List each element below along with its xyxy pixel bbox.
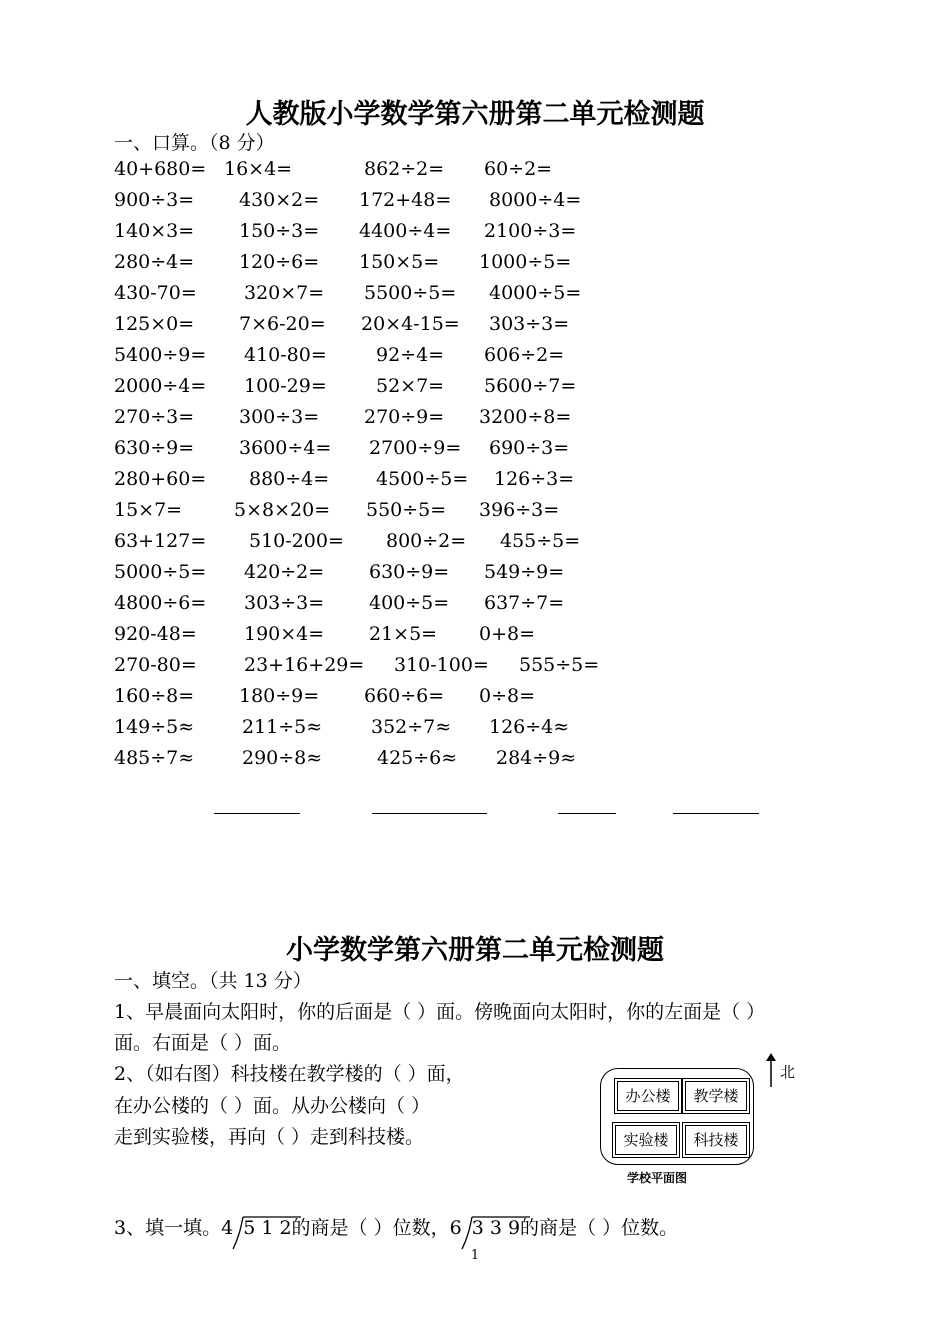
math-problem: 430-70= xyxy=(114,282,197,304)
math-problem: 420÷2= xyxy=(244,561,325,583)
division-bracket-icon xyxy=(460,1213,532,1251)
math-problem: 352÷7≈ xyxy=(371,716,452,738)
math-problem: 290÷8≈ xyxy=(242,747,323,769)
math-problem: 7×6-20= xyxy=(239,313,326,335)
math-problem: 270÷9= xyxy=(364,406,445,428)
math-problem: 410-80= xyxy=(244,344,327,366)
math-problem: 160÷8= xyxy=(114,685,195,707)
long-division-2 xyxy=(450,1217,520,1239)
question1-line1: 1、早晨面向太阳时，你的后面是（ ）面。傍晚面向太阳时，你的左面是（ ） xyxy=(114,1001,766,1023)
math-problem: 396÷3= xyxy=(479,499,560,521)
math-problem: 20×4-15= xyxy=(361,313,460,335)
math-problem: 0+8= xyxy=(479,623,536,645)
math-problem: 630÷9= xyxy=(369,561,450,583)
question2-line2: 在办公楼的（ ）面。从办公楼向（ ） xyxy=(114,1095,431,1117)
math-problem: 690÷3= xyxy=(489,437,570,459)
math-problem: 5500÷5= xyxy=(364,282,457,304)
math-problem: 606÷2= xyxy=(484,344,565,366)
math-problem: 303÷3= xyxy=(244,592,325,614)
math-problem: 15×7= xyxy=(114,499,183,521)
long-division-1 xyxy=(221,1217,291,1239)
math-problem: 5×8×20= xyxy=(234,499,331,521)
division-bracket-icon xyxy=(231,1213,303,1251)
math-problem: 172+48= xyxy=(359,189,452,211)
division2-divisor: 6 xyxy=(449,1217,462,1239)
math-problem: 320×7= xyxy=(244,282,325,304)
math-problem: 425÷6≈ xyxy=(377,747,458,769)
answer-line[interactable] xyxy=(372,813,487,814)
math-problem: 16×4= xyxy=(224,158,293,180)
math-problem: 280+60= xyxy=(114,468,207,490)
math-problem: 52×7= xyxy=(376,375,445,397)
math-problem: 2000÷4= xyxy=(114,375,207,397)
math-problem: 455÷5= xyxy=(500,530,581,552)
question2-line3: 走到实验楼，再向（ ）走到科技楼。 xyxy=(114,1126,425,1148)
math-problem: 550÷5= xyxy=(366,499,447,521)
math-problem: 270÷3= xyxy=(114,406,195,428)
answer-line[interactable] xyxy=(673,813,759,814)
math-problem: 630÷9= xyxy=(114,437,195,459)
math-problem: 800÷2= xyxy=(386,530,467,552)
math-problem: 862÷2= xyxy=(364,158,445,180)
math-problem: 920-48= xyxy=(114,623,197,645)
math-problem: 23+16+29= xyxy=(244,654,365,676)
math-problem: 2700÷9= xyxy=(369,437,462,459)
math-problem: 180÷9= xyxy=(239,685,320,707)
math-problem: 190×4= xyxy=(244,623,325,645)
math-problem: 310-100= xyxy=(394,654,489,676)
question3-label: 3、填一填。 xyxy=(114,1217,222,1239)
math-problem: 485÷7≈ xyxy=(114,747,195,769)
math-problem: 40+680= xyxy=(114,158,207,180)
math-problem: 280÷4= xyxy=(114,251,195,273)
math-problem: 3600÷4= xyxy=(239,437,332,459)
building-teaching: 教学楼 xyxy=(685,1081,747,1111)
math-problem: 21×5= xyxy=(369,623,438,645)
math-problem: 270-80= xyxy=(114,654,197,676)
section1-title: 人教版小学数学第六册第二单元检测题 xyxy=(245,99,705,130)
page-number: 1 xyxy=(470,1248,480,1263)
math-problem: 211÷5≈ xyxy=(242,716,323,738)
math-problem: 5000÷5= xyxy=(114,561,207,583)
math-problem: 1000÷5= xyxy=(479,251,572,273)
math-problem: 92÷4= xyxy=(376,344,445,366)
math-problem: 300÷3= xyxy=(239,406,320,428)
math-problem: 880÷4= xyxy=(249,468,330,490)
math-problem: 120÷6= xyxy=(239,251,320,273)
north-label: 北 xyxy=(780,1063,796,1081)
north-arrow-icon xyxy=(765,1053,777,1087)
math-problem: 0÷8= xyxy=(479,685,536,707)
division1-dividend: 5 1 2 xyxy=(243,1217,292,1239)
math-problem: 149÷5≈ xyxy=(114,716,195,738)
math-problem: 510-200= xyxy=(249,530,344,552)
math-problem: 4800÷6= xyxy=(114,592,207,614)
answer-line[interactable] xyxy=(558,813,616,814)
division1-dividend-box xyxy=(233,1217,291,1239)
math-problem: 4000÷5= xyxy=(489,282,582,304)
answer-line[interactable] xyxy=(214,813,300,814)
math-problem: 303÷3= xyxy=(489,313,570,335)
math-problem: 125×0= xyxy=(114,313,195,335)
math-problem: 400÷5= xyxy=(369,592,450,614)
question3-mid: 的商是（ ）位数， xyxy=(291,1217,450,1239)
building-lab: 实验楼 xyxy=(615,1125,677,1155)
math-problem: 150×5= xyxy=(359,251,440,273)
math-problem: 3200÷8= xyxy=(479,406,572,428)
section2-title: 小学数学第六册第二单元检测题 xyxy=(286,935,664,966)
math-problem: 5600÷7= xyxy=(484,375,577,397)
question2-line1: 2、（如右图）科技楼在教学楼的（ ）面， xyxy=(114,1063,465,1085)
math-problem: 60÷2= xyxy=(484,158,553,180)
question1-line2: 面。右面是（ ）面。 xyxy=(114,1032,292,1054)
math-problem: 660÷6= xyxy=(364,685,445,707)
question3-line xyxy=(114,1213,678,1240)
math-problem: 284÷9≈ xyxy=(496,747,577,769)
math-problem: 140×3= xyxy=(114,220,195,242)
math-problem: 637÷7= xyxy=(484,592,565,614)
division2-dividend-box xyxy=(462,1217,520,1239)
school-plan-diagram xyxy=(600,1068,754,1165)
math-problem: 63+127= xyxy=(114,530,207,552)
building-science: 科技楼 xyxy=(685,1125,747,1155)
diagram-caption: 学校平面图 xyxy=(627,1171,688,1185)
section1-heading: 一、口算。（8 分） xyxy=(114,132,275,154)
question3-end: 的商是（ ）位数。 xyxy=(520,1217,679,1239)
math-problem: 430×2= xyxy=(239,189,320,211)
math-problem: 100-29= xyxy=(244,375,327,397)
math-problem: 4400÷4= xyxy=(359,220,452,242)
math-problem: 126÷3= xyxy=(494,468,575,490)
math-problem: 2100÷3= xyxy=(484,220,577,242)
math-problem: 126÷4≈ xyxy=(489,716,570,738)
math-problem: 549÷9= xyxy=(484,561,565,583)
math-problem: 5400÷9= xyxy=(114,344,207,366)
math-problem: 150÷3= xyxy=(239,220,320,242)
math-problem: 555÷5= xyxy=(519,654,600,676)
division1-divisor: 4 xyxy=(221,1217,234,1239)
math-problem: 8000÷4= xyxy=(489,189,582,211)
section2-heading: 一、填空。（共 13 分） xyxy=(114,970,312,992)
division2-dividend: 3 3 9 xyxy=(471,1217,521,1239)
math-problem: 900÷3= xyxy=(114,189,195,211)
building-office: 办公楼 xyxy=(617,1081,679,1111)
math-problem: 4500÷5= xyxy=(376,468,469,490)
